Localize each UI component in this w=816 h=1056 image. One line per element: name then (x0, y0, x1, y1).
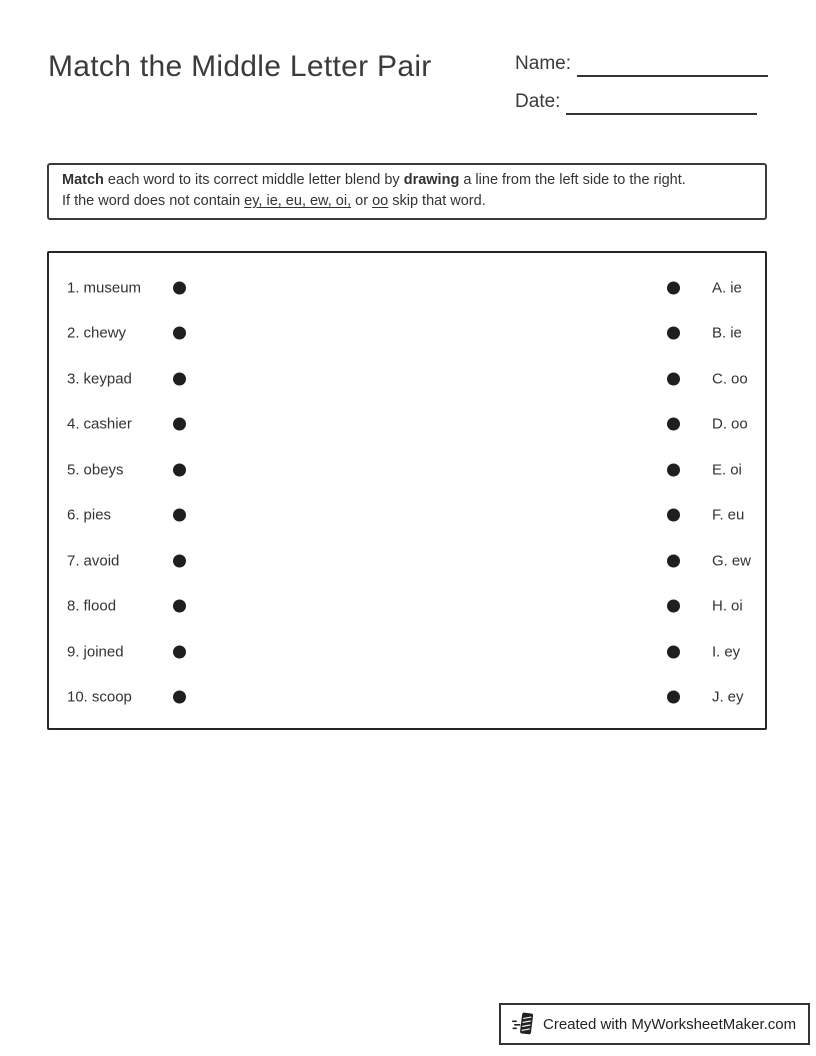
matching-exercise-box (47, 251, 767, 730)
match-row-6 (49, 493, 765, 539)
left-word-4: 4. cashier (67, 415, 132, 433)
footer-credit-box (499, 1003, 810, 1045)
instructions-box (47, 163, 767, 220)
left-word-8: 8. flood (67, 597, 117, 615)
instructions-line-2: If the word does not contain ey, ie, eu, ew, oi, or oo skip that word. (62, 193, 486, 209)
match-row-2 (49, 311, 765, 357)
name-input-line[interactable] (577, 53, 768, 77)
right-match-dot-5[interactable] (667, 463, 680, 476)
match-row-9 (49, 629, 765, 675)
match-row-4 (49, 402, 765, 448)
right-option-5: E. oi (712, 461, 742, 479)
name-label: Name: (515, 53, 571, 74)
left-match-dot-3[interactable] (173, 372, 186, 385)
right-option-2: B. ie (712, 324, 742, 342)
left-word-9: 9. joined (67, 643, 124, 661)
left-word-10: 10. scoop (67, 688, 132, 706)
match-row-3 (49, 356, 765, 402)
match-row-10 (49, 675, 765, 721)
left-match-dot-9[interactable] (173, 645, 186, 658)
worksheet-maker-logo-icon (511, 1010, 535, 1038)
right-match-dot-8[interactable] (667, 600, 680, 613)
date-input-line[interactable] (566, 91, 757, 115)
right-match-dot-3[interactable] (667, 372, 680, 385)
left-word-7: 7. avoid (67, 552, 120, 570)
left-match-dot-8[interactable] (173, 600, 186, 613)
left-match-dot-2[interactable] (173, 327, 186, 340)
right-option-7: G. ew (712, 552, 752, 570)
name-date-block (515, 51, 768, 115)
left-word-6: 6. pies (67, 506, 112, 524)
left-match-dot-7[interactable] (173, 554, 186, 567)
left-match-dot-10[interactable] (173, 691, 186, 704)
left-word-2: 2. chewy (67, 324, 127, 342)
date-label: Date: (515, 91, 561, 112)
right-match-dot-4[interactable] (667, 418, 680, 431)
name-row (515, 51, 768, 77)
right-match-dot-6[interactable] (667, 509, 680, 522)
right-match-dot-2[interactable] (667, 327, 680, 340)
right-match-dot-9[interactable] (667, 645, 680, 658)
right-option-1: A. ie (712, 279, 742, 297)
instructions-line-1: Match each word to its correct middle letter blend by drawing a line from the left side to the right. (62, 172, 686, 188)
page-title: Match the Middle Letter Pair (48, 50, 432, 83)
right-option-4: D. oo (712, 415, 748, 433)
left-word-3: 3. keypad (67, 370, 132, 388)
date-row (515, 89, 768, 115)
match-row-7 (49, 538, 765, 584)
right-match-dot-7[interactable] (667, 554, 680, 567)
left-match-dot-6[interactable] (173, 509, 186, 522)
right-option-3: C. oo (712, 370, 748, 388)
left-match-dot-1[interactable] (173, 281, 186, 294)
match-row-1 (49, 265, 765, 311)
match-row-5 (49, 447, 765, 493)
left-match-dot-4[interactable] (173, 418, 186, 431)
right-option-8: H. oi (712, 597, 743, 615)
right-match-dot-1[interactable] (667, 281, 680, 294)
left-word-1: 1. museum (67, 279, 142, 297)
match-row-8 (49, 584, 765, 630)
left-match-dot-5[interactable] (173, 463, 186, 476)
left-word-5: 5. obeys (67, 461, 124, 479)
right-option-6: F. eu (712, 506, 745, 524)
right-match-dot-10[interactable] (667, 691, 680, 704)
right-option-10: J. ey (712, 688, 744, 706)
right-option-9: I. ey (712, 643, 741, 661)
footer-credit-text: Created with MyWorksheetMaker.com (543, 1015, 797, 1033)
